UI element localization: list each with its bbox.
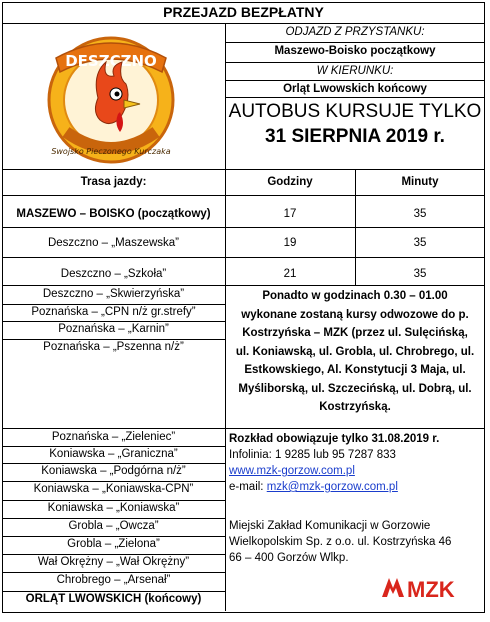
- page-title: PRZEJAZD BEZPŁATNY: [163, 4, 324, 20]
- stop-name: Koniawska – „Koniawska-CPN”: [33, 483, 194, 495]
- info-block: [229, 431, 483, 495]
- note-line: Kostrzyńską.: [319, 401, 391, 413]
- note-line: Kostrzyńska – MZK (przez ul. Sulęcińską,: [242, 327, 468, 339]
- stop-name: Grobla – „Zielona”: [67, 538, 160, 550]
- note-line: ul. Koniawską, ul. Grobla, ul. Chrobrego, ul.: [235, 345, 475, 358]
- email-label: e-mail:: [229, 481, 264, 493]
- column-header-route: Trasa jazdy:: [80, 176, 147, 188]
- departure-from-value: Maszewo-Boisko początkowy: [274, 45, 436, 57]
- email-link[interactable]: mzk@mzk-gorzow.com.pl: [266, 481, 398, 493]
- svg-text:DESZCZNO: DESZCZNO: [65, 52, 157, 70]
- stop-name: Koniawska – „Koniawska”: [47, 502, 180, 514]
- note-line: Myśliborską, ul. Szczecińską, ul. Dobrą, ul.: [238, 382, 472, 395]
- stop-name: Koniawska – „Graniczna”: [49, 448, 178, 460]
- stop-name: Deszczno – „Skwierzyńska”: [42, 288, 185, 300]
- address-line: 66 – 400 Gorzów Wlkp.: [229, 552, 349, 564]
- stop-name: Poznańska – „Zieleniec”: [51, 431, 176, 443]
- deszczno-logo: [36, 28, 186, 168]
- address-line: Wielkopolskim Sp. z o.o. ul. Kostrzyńska 46: [229, 536, 452, 548]
- website-link[interactable]: www.mzk-gorzow.com.pl: [229, 465, 355, 477]
- svg-text:Swojsko Pieczonego Kurczaka: Swojsko Pieczonego Kurczaka: [51, 147, 171, 156]
- stop-name: Deszczno – „Maszewska”: [47, 237, 179, 249]
- return-trips-note: [226, 287, 484, 417]
- minute-cell: 35: [413, 237, 427, 249]
- column-header-minutes: Minuty: [401, 176, 439, 188]
- mzk-logo-text: MZK: [407, 577, 455, 602]
- stop-name: Poznańska – „Pszenna n/ż”: [43, 341, 184, 353]
- note-line: Ponadto w godzinach 0.30 – 01.00: [262, 290, 448, 302]
- hour-cell: 21: [283, 268, 297, 280]
- stop-name: Deszczno – „Szkoła”: [60, 268, 167, 280]
- minute-cell: 35: [413, 208, 427, 220]
- note-line: wykonane zostaną kursy odwozowe do p.: [241, 308, 469, 321]
- hour-cell: 17: [283, 208, 297, 220]
- departure-from-label: ODJAZD Z PRZYSTANKU:: [285, 26, 425, 38]
- minute-cell: 35: [413, 268, 427, 280]
- notice-line-2: 31 SIERPNIA 2019 r.: [265, 126, 445, 147]
- direction-label: W KIERUNKU:: [316, 65, 394, 77]
- direction-value: Orląt Lwowskich końcowy: [283, 83, 427, 95]
- stop-name: Chrobrego – „Arsenał”: [56, 574, 171, 586]
- stop-name: Wał Okrężny – „Wał Okrężny”: [37, 556, 190, 568]
- address-block: [229, 518, 483, 566]
- mzk-logo-icon: [380, 572, 470, 602]
- stop-name: Koniawska – „Podgórna n/ż”: [41, 465, 186, 477]
- stop-name: Poznańska – „CPN n/ż gr.strefy”: [31, 306, 196, 318]
- column-header-hours: Godziny: [267, 176, 313, 188]
- notice-line-1: AUTOBUS KURSUJE TYLKO: [228, 101, 482, 122]
- address-line: Miejski Zakład Komunikacji w Gorzowie: [229, 520, 431, 532]
- mzk-logo: [380, 572, 470, 602]
- stop-name: Grobla – „Owcza”: [68, 520, 159, 532]
- rooster-logo-icon: [36, 28, 186, 168]
- stop-name: Poznańska – „Karnin”: [58, 323, 169, 335]
- phone-text: Infolinia: 1 9285 lub 95 7287 833: [229, 449, 396, 461]
- stop-name: MASZEWO – BOISKO (początkowy): [16, 208, 211, 220]
- hour-cell: 19: [283, 237, 297, 249]
- last-stop-name: ORLĄT LWOWSKICH (końcowy): [25, 593, 202, 605]
- validity-text: Rozkład obowiązuje tylko 31.08.2019 r.: [229, 433, 440, 445]
- note-line: Estkowskiego, Al. Konstytucji 3 Maja, ul.: [244, 364, 466, 376]
